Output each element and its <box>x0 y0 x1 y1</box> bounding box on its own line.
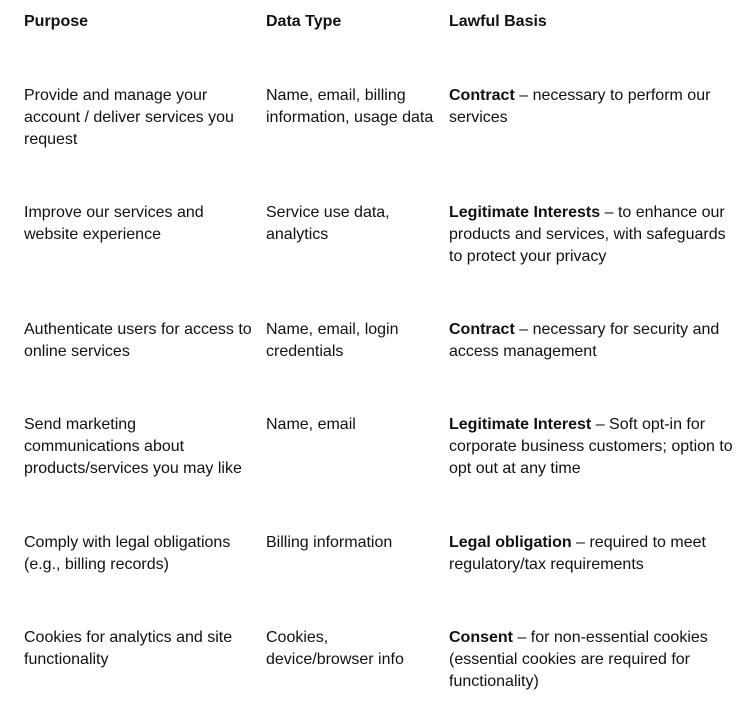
basis-description: – required to meet regulatory/tax requirements <box>449 534 706 573</box>
basis-name: Contract <box>449 321 515 338</box>
basis-description: – to enhance our products and services, with safeguards to protect your privacy <box>449 204 726 265</box>
purpose-cell: Comply with legal obligations (e.g., billing records) <box>24 534 231 573</box>
purpose-cell: Send marketing communications about products/services you may like <box>24 416 242 477</box>
purpose-cell: Provide and manage your account / deliver services you request <box>24 87 234 148</box>
basis-name: Legitimate Interest <box>449 416 592 433</box>
lawful-basis-cell <box>449 202 739 268</box>
basis-description: – necessary for security and access management <box>449 321 720 360</box>
basis-name: Contract <box>449 87 515 104</box>
basis-description: – Soft opt-in for corporate business customers; option to opt out at any time <box>449 416 733 477</box>
data-type-cell: Name, email, billing information, usage data <box>266 87 434 126</box>
lawful-basis-cell <box>449 85 739 129</box>
header-lawful-basis: Lawful Basis <box>449 13 547 30</box>
data-type-cell: Service use data, analytics <box>266 204 390 243</box>
header-data-type: Data Type <box>266 13 342 30</box>
basis-name: Legitimate Interests <box>449 204 601 221</box>
data-type-cell: Billing information <box>266 534 393 551</box>
basis-description: – necessary to perform our services <box>449 87 711 126</box>
basis-name: Legal obligation <box>449 534 572 551</box>
purpose-cell: Cookies for analytics and site functionality <box>24 629 233 668</box>
lawful-basis-cell <box>449 627 739 693</box>
lawful-basis-cell <box>449 414 739 480</box>
data-type-cell: Name, email, login credentials <box>266 321 399 360</box>
header-purpose: Purpose <box>24 13 89 30</box>
lawful-basis-cell <box>449 532 739 576</box>
lawful-basis-cell <box>449 319 739 363</box>
purpose-cell: Improve our services and website experience <box>24 204 204 243</box>
data-type-cell: Name, email <box>266 416 356 433</box>
basis-description: – for non-essential cookies (essential cookies are required for functionality) <box>449 629 708 690</box>
basis-name: Consent <box>449 629 513 646</box>
data-type-cell: Cookies, device/browser info <box>266 629 404 668</box>
purpose-cell: Authenticate users for access to online services <box>24 321 252 360</box>
